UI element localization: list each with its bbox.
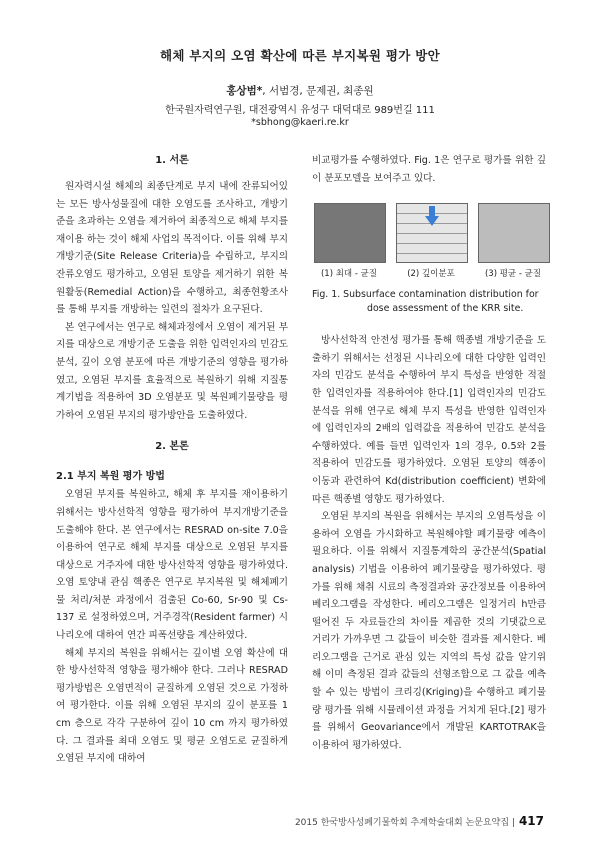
author-email: *sbhong@kaeri.re.kr — [251, 117, 349, 128]
affiliation: 한국원자력연구원, 대전광역시 유성구 대덕대로 989번길 111 — [165, 105, 435, 116]
paragraph: 오염된 부지를 복원하고, 해체 후 부지를 재이용하기 위해서는 방사선학적 영향을 평가하여 부지개방기준을 도출해야 한다. 본 연구에서는 RESRAD on-site 7.0을 이용하여 연구로 해체 부지를 대상으로 오염된 부지를 대상으로 거주자에 대한 방사선학적 영향을 평가하였다. 오염 토양내 관심 핵종은 연구로 부지복원 및 해체폐기물 처리/처분 과정에서 검출된 Co-60, Sr-90 및 Cs-137 로 설정하였으며, 거주경작(Resident farmer) 시나리오에 대하여 연간 피폭선량을 계산하였다. — [56, 489, 288, 642]
paragraph: 본 연구에서는 연구로 해체과정에서 오염이 제거된 부지를 대상으로 개방기준 도출을 위한 입력인자의 민감도 분석, 깊이 오염 분포에 따른 개방기준의 영향을 평가하였고, 오염된 부지를 효율적으로 복원하기 위해 지질통계기법을 적용하여 3D 오염분포 및 복원폐기물량을 평가하여 오염된 부지의 평가방안을 도출하였다. — [56, 321, 288, 421]
section-heading-body: 2. 본론 — [155, 441, 189, 453]
paragraph: 원자력시설 해체의 최종단계로 부지 내에 잔류되어있는 모든 방사성물질에 대한 오염도를 조사하고, 개방기준을 초과하는 오염을 제거하여 최종적으로 해체 부지를 재이용 하는 것이 해체 사업의 목적이다. 이를 위해 부지개방기준(Site Release Criteria)을 수립하고, 부지의 잔류오염도 평가하고, 오염된 토양을 제거하기 위한 복원활동(Remedial Action)을 수행하고, 최종현황조사를 통해 부지를 개방하는 일련의 절차가 요구된다. — [56, 181, 288, 316]
right-column — [312, 152, 546, 754]
caption-line: dose assessment of the KRR site. — [367, 303, 524, 315]
footer-separator: | — [511, 818, 515, 828]
paragraph: 해체 부지의 복원을 위해서는 깊이별 오염 확산에 대한 방사선학적 영향을 평가해야 한다. 그러나 RESRAD 평가방법은 오염면적이 균질하게 오염된 것으로 가정하여 평가한다. 이를 위해 오염된 부지의 깊이 분포를 1 cm 층으로 각각 구분하여 깊이 10 cm 까지 평가하였다. 그 결과를 최대 오염도 및 평균 오염도로 균질하게 오염된 부지에 대하여 — [56, 647, 288, 765]
author-list — [0, 83, 600, 98]
figure-panel-labels — [312, 266, 546, 282]
figure-label: (1) 최대 - 균질 — [320, 269, 378, 280]
coauthors: , 서범경, 문제권, 최종원 — [262, 85, 374, 97]
page-footer — [295, 814, 544, 828]
lead-author: 홍상범 — [226, 85, 257, 97]
figure-1 — [312, 203, 546, 263]
figure-caption — [312, 288, 546, 316]
depth-distribution-panel — [396, 203, 468, 263]
left-column — [56, 152, 288, 768]
figure-label: (3) 평균 - 균질 — [484, 269, 542, 280]
subsection-heading: 2.1 부지 복원 평가 방법 — [56, 471, 165, 483]
paper-title: 해체 부지의 오염 확산에 따른 부지복원 평가 방안 — [159, 48, 441, 63]
caption-line: Fig. 1. Subsurface contamination distribution for — [312, 289, 539, 301]
paragraph: 방사선학적 안전성 평가를 통해 핵종별 개방기준을 도출하기 위해서는 선정된 시나리오에 대한 다양한 입력인자의 민감도 분석을 수행하여 부지 특성을 반영한 적절한 입력인자를 적용하여야 한다.[1] 입력인자의 민감도 분석을 위해 연구로 해체 부지 특성을 반영한 입력인자에 입력인자의 2배의 입력값을 적용하여 민감도 분석을 수행하였다. 예를 들면 입력인자 1의 경우, 0.5와 2를 적용하여 민감도를 평가하였다. 오염된 토양의 핵종이 이동과 관련하여 Kd(distribution coefficient) 변화에 따른 핵종별 영향도 평가하였다. — [312, 335, 546, 505]
corresponding-mark: * — [256, 85, 263, 97]
section-heading-introduction: 1. 서론 — [155, 155, 189, 166]
figure-label: (2) 깊이분포 — [407, 269, 455, 280]
paragraph: 오염된 부지의 복원을 위해서는 부지의 오염특성을 이용하여 오염을 가시화하고 복원해야할 폐기물량 예측이 필요하다. 이를 위해서 지질통계학의 공간분석(Spatial analysis) 기법을 이용하여 폐기물량을 평가하였다. 평가를 위해 채취 시료의 측정결과와 공간정보를 이용하여 베리오그램을 작성한다. 베리오그램은 일정거리 h만큼 떨어진 두 자료들간의 차이를 제곱한 것의 기댓값으로 거리가 가까우면 그 값들이 비슷한 결과를 제시한다. 베리오그램을 근거로 관심 있는 지역의 특성 값을 알기위해 이미 측정된 결과 값들의 선형조합으로 그 값을 예측할 수 있는 방법이 크리깅(Kriging)을 수행하고 폐기물량 평가를 위해 시뮬레이션 과정을 거치게 된다.[2] 평가를 위해서 Geovariance에서 개발된 KARTOTRAK을 이용하여 평가하였다. — [312, 511, 546, 751]
max-homogeneous-panel — [314, 203, 386, 263]
down-arrow-icon — [425, 206, 439, 226]
paragraph: 비교평가를 수행하였다. Fig. 1은 연구로 평가를 위한 깊이 분포모델을 보여주고 있다. — [312, 155, 546, 184]
footer-text: 2015 한국방사성폐기물학회 추계학술대회 논문요약집 — [294, 818, 510, 828]
page-number: 417 — [518, 814, 544, 828]
average-homogeneous-panel — [478, 203, 550, 263]
